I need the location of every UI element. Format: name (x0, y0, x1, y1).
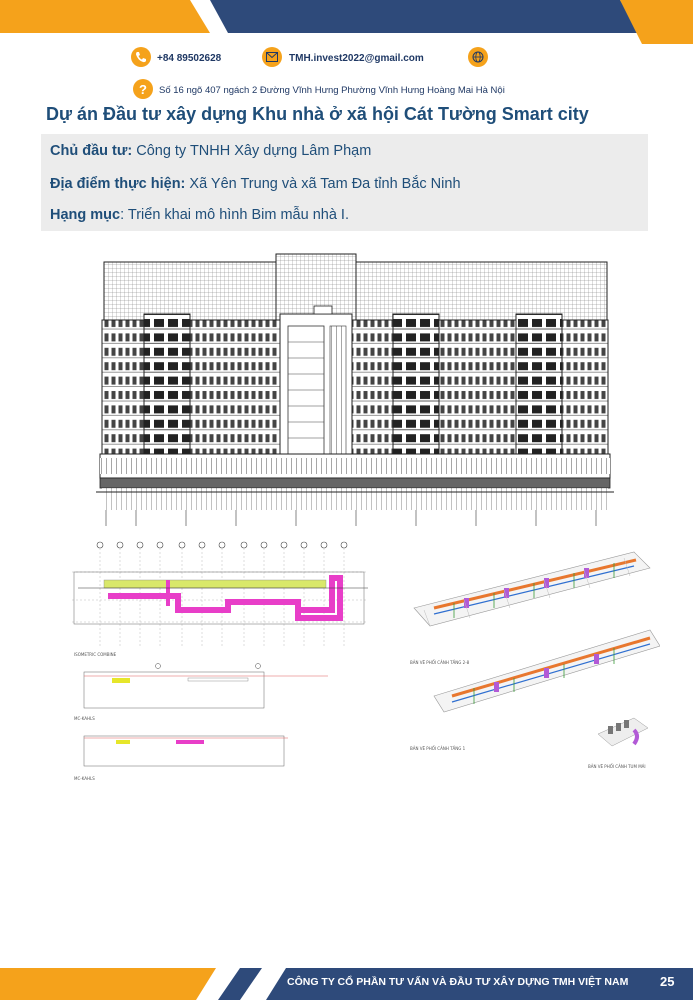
location-icon: ? (133, 79, 153, 99)
mail-icon (262, 47, 282, 67)
bim-3d-views (404, 548, 660, 774)
building-elevation-drawing (96, 244, 614, 526)
footer-orange-band (0, 968, 216, 1000)
phone-icon (131, 47, 151, 67)
header-orange-band (0, 0, 210, 33)
investor-row (50, 143, 371, 159)
project-info-box (41, 134, 648, 231)
scope-label: Hạng mục (50, 207, 121, 223)
globe-icon (468, 47, 488, 67)
scope-row (50, 207, 349, 223)
mep-plan-drawings (68, 540, 374, 792)
footer-company-name: CÔNG TY CỔ PHẦN TƯ VẤN VÀ ĐẦU TƯ XÂY DỰNG TMH VIỆT NAM (287, 976, 629, 988)
svg-text:BẢN VẼ PHỐI CẢNH TẦNG 1: BẢN VẼ PHỐI CẢNH TẦNG 1 (410, 746, 466, 751)
location-row (50, 176, 461, 192)
svg-text:BẢN VẼ PHỐI CẢNH TUM MÁI: BẢN VẼ PHỐI CẢNH TUM MÁI (588, 764, 646, 769)
location-label: Địa điểm thực hiện: (50, 176, 186, 192)
footer-stripe (218, 968, 262, 1000)
svg-text:MC-KAHLS: MC-KAHLS (74, 776, 95, 781)
project-title: Dự án Đầu tư xây dựng Khu nhà ở xã hội Cát Tường Smart city (46, 104, 589, 124)
header-banner (0, 0, 693, 44)
location-value: Xã Yên Trung và xã Tam Đa tỉnh Bắc Ninh (185, 176, 461, 192)
scope-value: : Triển khai mô hình Bim mẫu nhà I. (120, 207, 349, 223)
svg-text:ISOMETRIC COMBINE: ISOMETRIC COMBINE (74, 652, 117, 657)
svg-text:BẢN VẼ PHỐI CẢNH TẦNG 2-8: BẢN VẼ PHỐI CẢNH TẦNG 2-8 (410, 660, 470, 665)
investor-label: Chủ đầu tư: (50, 143, 133, 159)
header-navy-band (210, 0, 640, 33)
svg-text:MC-KAHLS: MC-KAHLS (74, 716, 95, 721)
email-address[interactable]: TMH.invest2022@gmail.com (289, 53, 424, 64)
address-text: Số 16 ngõ 407 ngách 2 Đường Vĩnh Hưng Phường Vĩnh Hưng Hoàng Mai Hà Nội (159, 85, 505, 96)
investor-value: Công ty TNHH Xây dựng Lâm Phạm (132, 143, 372, 159)
page-number: 25 (660, 974, 675, 989)
phone-number[interactable]: +84 89502628 (157, 53, 222, 64)
